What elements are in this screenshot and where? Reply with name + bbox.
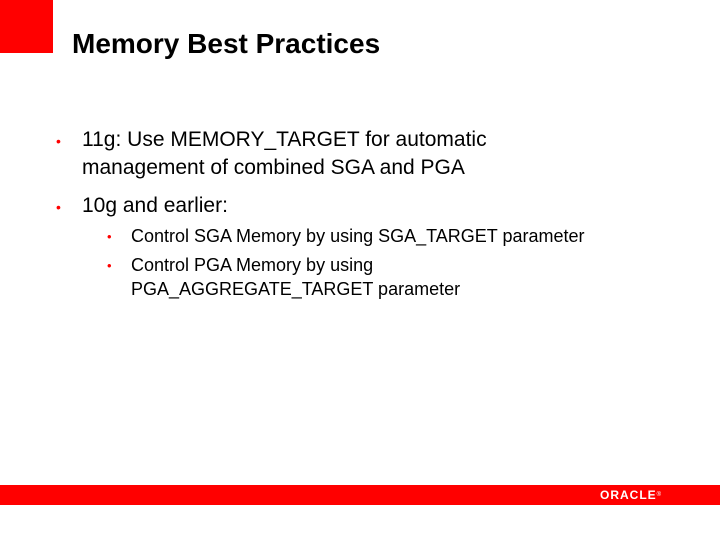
- bullet-item: [56, 126, 487, 182]
- bullet-item: [56, 192, 228, 220]
- sub-bullet-item: [107, 224, 585, 248]
- oracle-logo-text: ORACLE: [600, 488, 657, 502]
- bullet-dot-icon: •: [107, 229, 112, 244]
- bullet-dot-icon: •: [56, 133, 61, 149]
- bullet-text-line: PGA_AGGREGATE_TARGET parameter: [131, 279, 461, 299]
- slide-title: Memory Best Practices: [72, 28, 381, 59]
- bullet-text-line: management of combined SGA and PGA: [82, 156, 465, 179]
- corner-accent-block: [0, 0, 53, 53]
- bullet-text-line: Control PGA Memory by using: [131, 255, 374, 275]
- bullet-text-line: 11g: Use MEMORY_TARGET for automatic: [82, 128, 487, 151]
- oracle-logo: [600, 487, 661, 503]
- sub-bullet-item: [107, 253, 461, 301]
- registered-mark-icon: ®: [656, 492, 662, 498]
- bullet-text-line: 10g and earlier:: [82, 194, 228, 217]
- bullet-text-line: Control SGA Memory by using SGA_TARGET parameter: [131, 226, 585, 246]
- bullet-dot-icon: •: [56, 199, 61, 215]
- bullet-dot-icon: •: [107, 258, 112, 273]
